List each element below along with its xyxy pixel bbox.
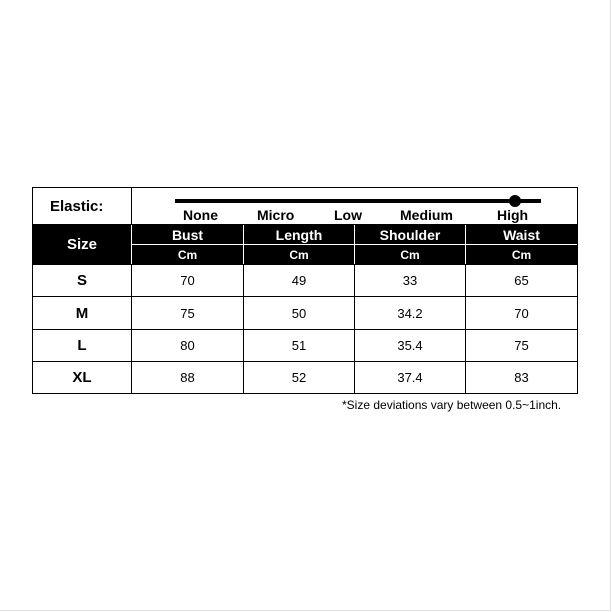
length-cell: 49	[244, 265, 355, 296]
waist-cell: 70	[514, 305, 529, 321]
bust-cell: 75	[132, 297, 244, 329]
shoulder-cell: 35.4	[355, 330, 466, 361]
table-row	[33, 329, 577, 361]
waist-column-header: Waist	[466, 225, 577, 244]
size-cell: S	[33, 265, 132, 296]
bust-cell: 88	[132, 362, 244, 393]
bust-unit: Cm	[132, 244, 244, 264]
size-cell: M	[33, 297, 132, 329]
elastic-level-low: Low	[334, 207, 362, 223]
size-chart-table	[32, 187, 578, 394]
elastic-scale-line	[175, 199, 541, 203]
bust-column-header: Bust	[132, 225, 244, 244]
shoulder-unit: Cm	[355, 244, 466, 264]
length-cell: 50	[244, 297, 355, 329]
size-column-header: Size	[33, 225, 132, 264]
length-column-header: Length	[244, 225, 355, 244]
size-cell: XL	[33, 362, 132, 393]
elastic-level-micro: Micro	[257, 207, 295, 223]
shoulder-cell: 37.4	[355, 362, 466, 393]
size-deviation-note: *Size deviations vary between 0.5~1inch.	[342, 398, 562, 412]
waist-cell: 75	[514, 338, 529, 353]
elastic-selected-marker	[509, 195, 521, 207]
shoulder-cell: 33	[355, 265, 466, 296]
length-cell: 51	[244, 330, 355, 361]
waist-unit: Cm	[466, 244, 577, 264]
elastic-label: Elastic:	[33, 188, 132, 224]
table-row	[33, 296, 577, 329]
waist-cell: 65	[514, 273, 529, 288]
bust-cell: 80	[132, 330, 244, 361]
table-row	[33, 361, 577, 393]
size-cell: L	[33, 330, 132, 361]
elastic-level-none: None	[183, 207, 218, 223]
shoulder-column-header: Shoulder	[355, 225, 466, 244]
elastic-level-high: High	[497, 207, 529, 223]
bust-cell: 70	[132, 265, 244, 296]
elastic-level-medium: Medium	[400, 207, 453, 223]
elastic-scale	[133, 188, 577, 224]
table-row	[33, 264, 577, 296]
length-unit: Cm	[244, 244, 355, 264]
elastic-row	[33, 188, 577, 225]
length-cell: 52	[244, 362, 355, 393]
waist-cell: 83	[514, 370, 529, 385]
shoulder-cell: 34.2	[355, 297, 466, 329]
